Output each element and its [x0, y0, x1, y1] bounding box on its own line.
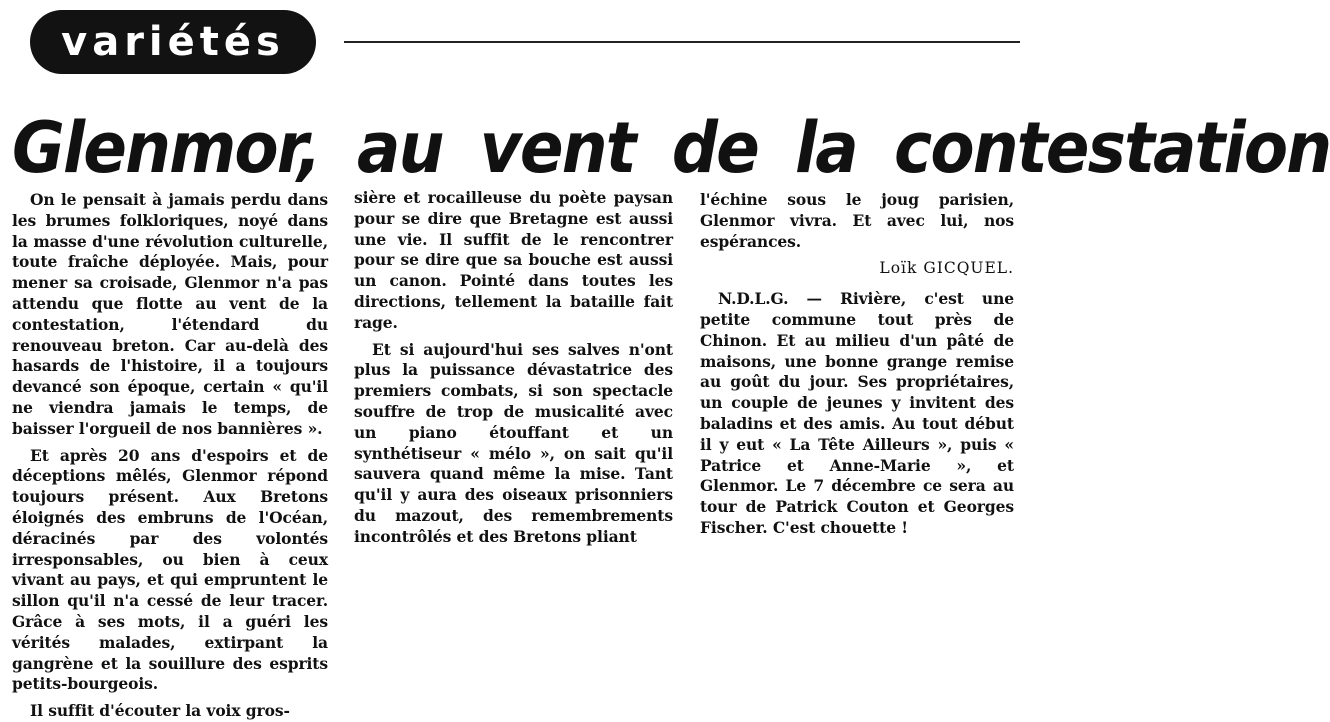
article-headline: Glenmor, au vent de la contestation: [12, 107, 1330, 189]
article-column-3: [700, 190, 1014, 539]
article-column-1: [12, 190, 328, 722]
article-column-2: [354, 188, 673, 548]
author-signature: Loïk GICQUEL.: [879, 259, 1014, 278]
paragraph: Il suffit d'écouter la voix gros-: [30, 701, 290, 721]
paragraph-continued: l'échine sous le joug parisien, Glenmor vivra. Et avec lui, nos espérances.: [700, 190, 1014, 251]
paragraph: On le pensait à jamais perdu dans les brumes folkloriques, noyé dans la masse d'une révolution culturelle, toute fraîche déployée. Mais, pour mener sa croisade, Glenmor n'a pas attendu que flotte au vent de la contestation, l'étendard du renouveau breton. Car au-delà des hasards de l'histoire, il a toujours devancé son époque, certain « qu'il ne viendra jamais le temps, de baisser l'orgueil de nos bannières ».: [12, 190, 328, 438]
paragraph: Et si aujourd'hui ses salves n'ont plus la puissance dévastatrice des premiers combats, si son spectacle souffre de trop de musicalité avec un piano étouffant et un synthétiseur « mélo », on sait qu'il sauvera quand même la mise. Tant qu'il y aura des oiseaux prisonniers du mazout, des remembrements incontrôlés et des Bretons pliant: [354, 339, 673, 546]
paragraph: Et après 20 ans d'espoirs et de déceptions mêlés, Glenmor répond toujours présent. Aux Bretons éloignés des embruns de l'Océan, déracinés par des volontés irresponsables, ou bien à ceux vivant au pays, et qui empruntent le sillon qu'il n'a cessé de leur tracer. Grâce à ses mots, il a guéri les vérités malades, extirpant la gangrène et la souillure des esprits petits-bourgeois.: [12, 445, 328, 694]
paragraph-continued: sière et rocailleuse du poète paysan pour se dire que Bretagne est aussi une vie. Il suffit de le rencontrer pour se dire que sa bouche est aussi un canon. Pointé dans toutes les directions, tellement la bataille fait rage.: [354, 188, 673, 332]
header-rule: [344, 41, 1020, 43]
editor-note: N.D.L.G. — Rivière, c'est une petite commune tout près de Chinon. Et au milieu d'un pâté de maisons, une bonne grange remise au goût du jour. Ses propriétaires, un couple de jeunes y invitent des baladins et des amis. Au tout début il y eut « La Tête Ailleurs », puis « Patrice et Anne-Marie », et Glenmor. Le 7 décembre ce sera au tour de Patrick Couton et Georges Fischer. C'est chouette !: [700, 289, 1014, 537]
section-rubric: variétés: [30, 10, 316, 74]
